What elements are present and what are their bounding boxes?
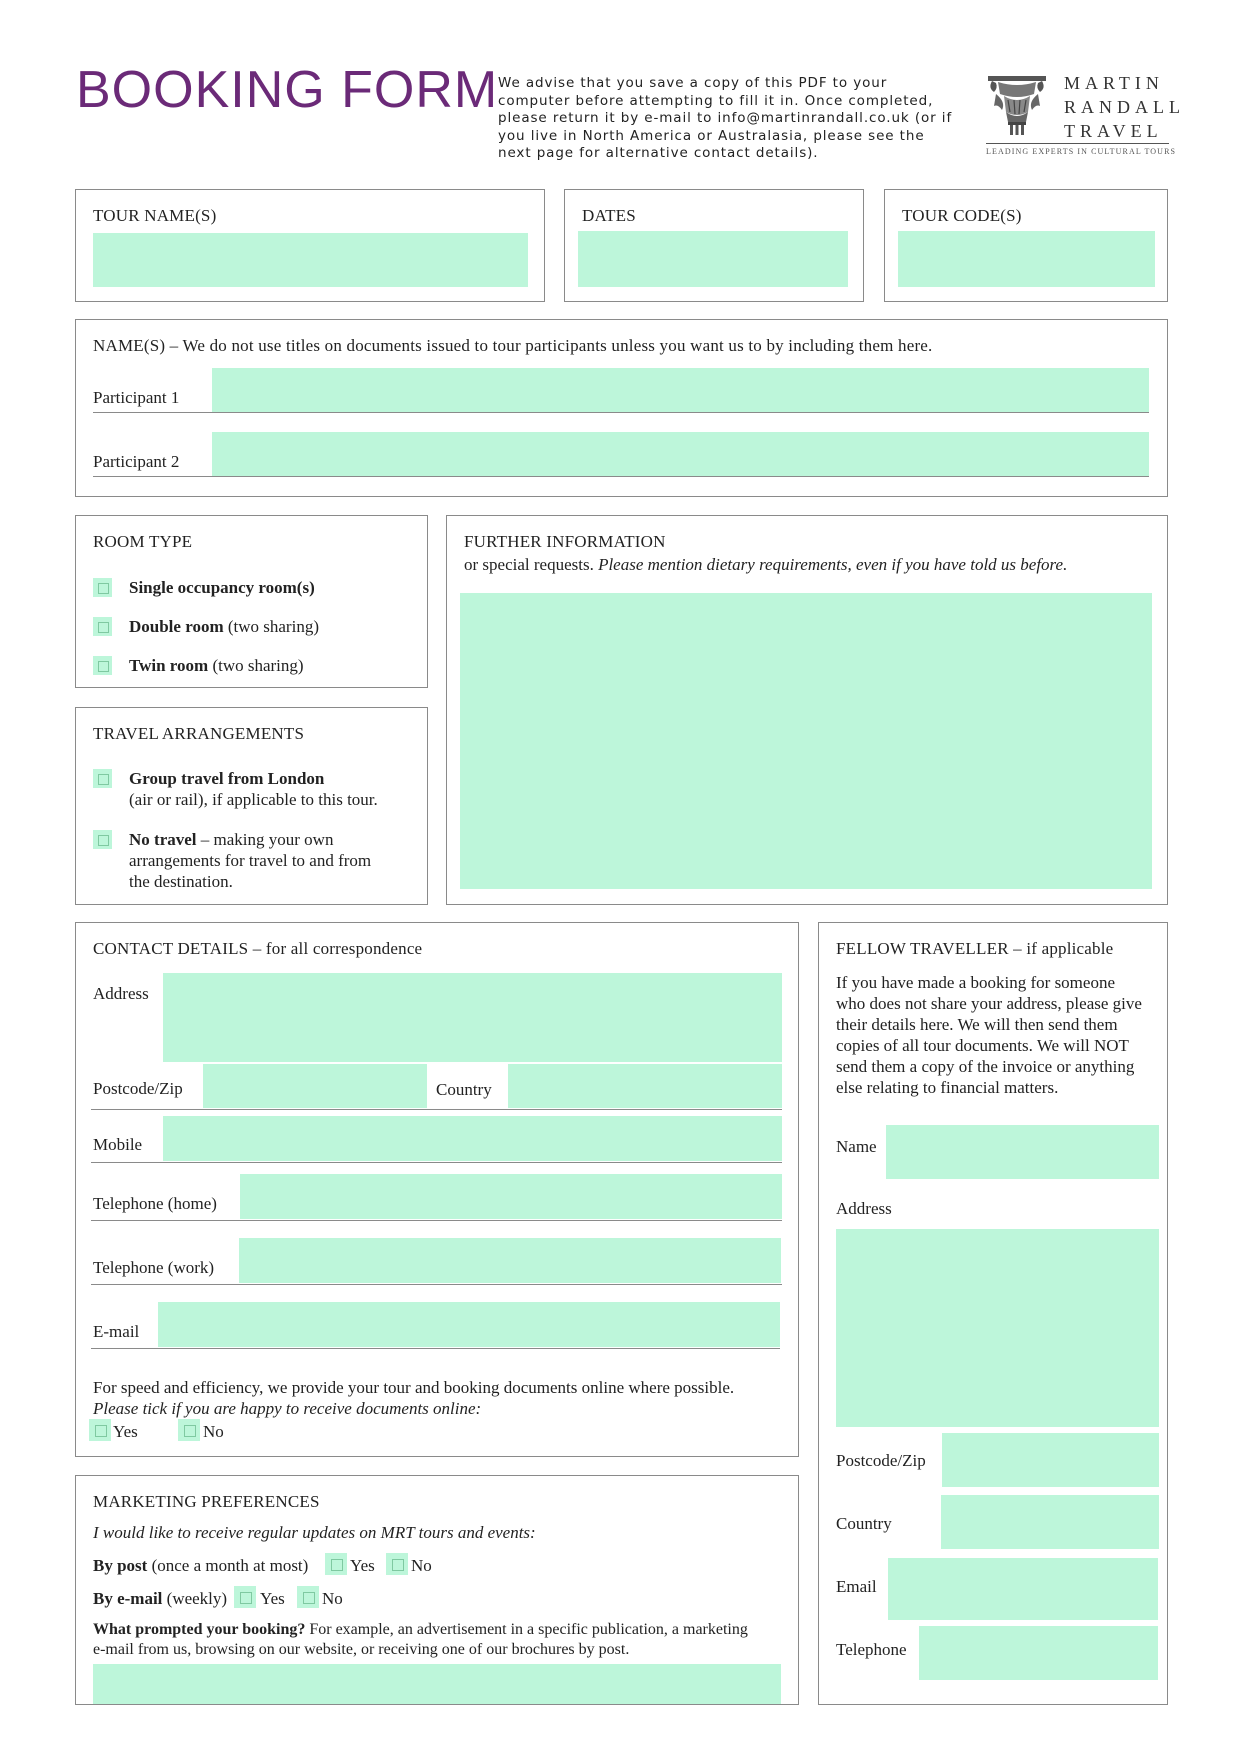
further-info-sub-italic: Please mention dietary requirements, even if you have told us before. bbox=[598, 555, 1068, 574]
contact-tel-work-underline bbox=[91, 1284, 782, 1285]
travel-none-checkbox[interactable] bbox=[93, 830, 112, 849]
contact-tel-home-underline bbox=[91, 1220, 782, 1221]
tour-code-box bbox=[884, 189, 1168, 302]
contact-online-note: For speed and efficiency, we provide your tour and booking documents online where possible. bbox=[93, 1378, 735, 1397]
tour-name-box bbox=[75, 189, 545, 302]
fellow-name-field[interactable] bbox=[886, 1125, 1159, 1179]
participant-1-label: Participant 1 bbox=[93, 388, 180, 407]
room-twin-rest: (two sharing) bbox=[208, 656, 304, 675]
participant-1-underline bbox=[93, 412, 1149, 413]
participant-2-label: Participant 2 bbox=[93, 452, 180, 471]
marketing-email-label bbox=[93, 1590, 227, 1607]
room-twin-checkbox[interactable] bbox=[93, 656, 112, 675]
contact-country-field[interactable] bbox=[508, 1064, 782, 1108]
further-info-sub bbox=[464, 556, 1067, 573]
room-single-bold: Single occupancy room(s) bbox=[129, 578, 315, 597]
further-info-heading: FURTHER INFORMATION bbox=[464, 532, 666, 551]
post-no-label: No bbox=[411, 1556, 432, 1575]
tour-name-field[interactable] bbox=[93, 233, 528, 287]
travel-none-line-3: the destination. bbox=[129, 872, 233, 891]
fellow-para-line-3: their details here. We will then send them bbox=[836, 1015, 1118, 1034]
contact-country-label: Country bbox=[436, 1080, 492, 1099]
fellow-postcode-field[interactable] bbox=[942, 1433, 1159, 1487]
marketing-prompt-line-2: e-mail from us, browsing on our website, or receiving one of our brochures by post. bbox=[93, 1641, 630, 1658]
post-yes-label: Yes bbox=[350, 1556, 375, 1575]
contact-postcode-label: Postcode/Zip bbox=[93, 1079, 183, 1098]
post-no-checkbox[interactable] bbox=[386, 1553, 408, 1575]
travel-group-bold: Group travel from London bbox=[129, 769, 325, 788]
fellow-email-label: Email bbox=[836, 1577, 877, 1596]
room-single-label bbox=[129, 579, 315, 596]
contact-mobile-field[interactable] bbox=[163, 1116, 782, 1161]
fellow-address-field[interactable] bbox=[836, 1229, 1159, 1427]
logo-line-1: MARTIN bbox=[1064, 73, 1164, 93]
fellow-address-label: Address bbox=[836, 1199, 892, 1218]
participant-1-field[interactable] bbox=[212, 368, 1149, 412]
tour-name-label: TOUR NAME(S) bbox=[93, 206, 217, 225]
room-double-checkbox[interactable] bbox=[93, 617, 112, 636]
contact-box bbox=[75, 922, 799, 1457]
marketing-email-rest: (weekly) bbox=[162, 1589, 228, 1608]
contact-heading-label: CONTACT DETAILS bbox=[93, 939, 249, 958]
marketing-prompt-line-1 bbox=[93, 1622, 748, 1638]
fellow-heading bbox=[836, 940, 1113, 957]
logo-line-2: RANDALL bbox=[1064, 97, 1185, 117]
contact-email-underline bbox=[91, 1348, 780, 1349]
further-info-field[interactable] bbox=[460, 593, 1152, 889]
dates-field[interactable] bbox=[578, 231, 848, 287]
travel-heading: TRAVEL ARRANGEMENTS bbox=[93, 724, 305, 743]
post-yes-checkbox[interactable] bbox=[325, 1553, 347, 1575]
contact-address-label: Address bbox=[93, 984, 149, 1003]
travel-group-line-2: (air or rail), if applicable to this tour. bbox=[129, 790, 378, 809]
further-info-sub-plain: or special requests. bbox=[464, 555, 599, 574]
marketing-post-bold: By post bbox=[93, 1556, 148, 1575]
marketing-box bbox=[75, 1475, 799, 1705]
logo-rule bbox=[986, 143, 1169, 144]
marketing-heading: MARKETING PREFERENCES bbox=[93, 1492, 320, 1511]
room-type-box bbox=[75, 515, 428, 688]
contact-online-prompt-text: Please tick if you are happy to receive documents online: bbox=[93, 1399, 482, 1418]
fellow-name-label: Name bbox=[836, 1137, 877, 1156]
email-no-label: No bbox=[322, 1589, 343, 1608]
contact-email-field[interactable] bbox=[158, 1302, 780, 1347]
marketing-prompt-rest-1: For example, an advertisement in a specific publication, a marketing bbox=[305, 1621, 748, 1638]
room-double-rest: (two sharing) bbox=[223, 617, 319, 636]
contact-tel-home-field[interactable] bbox=[240, 1174, 782, 1219]
marketing-prompt-field[interactable] bbox=[93, 1664, 781, 1704]
names-note: – We do not use titles on documents issued to tour participants unless you want us to by including them here. bbox=[165, 336, 933, 355]
intro-text: We advise that you save a copy of this PDF to your computer before attempting to fill it in. Once completed, please return it by e-mail to info@martinrandall.co.uk (or if you live in North America or Australasia, please see the next page for alternative contact details). bbox=[498, 75, 953, 161]
logo-line-3: TRAVEL bbox=[1064, 121, 1163, 141]
contact-heading-rest: – for all correspondence bbox=[248, 939, 423, 958]
travel-none-rest: – making your own bbox=[196, 830, 334, 849]
corinthian-capital-icon bbox=[986, 74, 1048, 136]
fellow-heading-label: FELLOW TRAVELLER bbox=[836, 939, 1009, 958]
contact-tel-work-field[interactable] bbox=[239, 1238, 781, 1283]
travel-none-bold: No travel bbox=[129, 830, 197, 849]
travel-none-line-1 bbox=[129, 831, 333, 848]
form-title: BOOKING FORM bbox=[76, 61, 499, 119]
contact-tel-work-label: Telephone (work) bbox=[93, 1258, 215, 1277]
marketing-intro-text: I would like to receive regular updates on MRT tours and events: bbox=[93, 1523, 536, 1542]
contact-postcode-field[interactable] bbox=[203, 1064, 427, 1108]
tour-code-label: TOUR CODE(S) bbox=[902, 206, 1022, 225]
further-info-box bbox=[446, 515, 1168, 905]
contact-online-prompt bbox=[93, 1400, 481, 1417]
room-double-label bbox=[129, 618, 319, 635]
names-box bbox=[75, 319, 1168, 497]
online-no-label: No bbox=[203, 1422, 224, 1441]
fellow-box bbox=[818, 922, 1168, 1705]
fellow-postcode-label: Postcode/Zip bbox=[836, 1451, 926, 1470]
marketing-intro bbox=[93, 1524, 536, 1541]
room-single-checkbox[interactable] bbox=[93, 578, 112, 597]
contact-heading bbox=[93, 940, 422, 957]
online-yes-label: Yes bbox=[113, 1422, 138, 1441]
dates-box bbox=[564, 189, 864, 302]
room-twin-bold: Twin room bbox=[129, 656, 209, 675]
contact-tel-home-label: Telephone (home) bbox=[93, 1194, 217, 1213]
room-twin-label bbox=[129, 657, 304, 674]
names-heading bbox=[93, 337, 933, 354]
fellow-para-line-6: else relating to financial matters. bbox=[836, 1078, 1059, 1097]
contact-email-label: E-mail bbox=[93, 1322, 140, 1341]
marketing-prompt-bold: What prompted your booking? bbox=[93, 1621, 306, 1638]
contact-postcode-underline bbox=[91, 1109, 782, 1110]
participant-2-underline bbox=[93, 476, 1149, 477]
travel-group-line-1 bbox=[129, 770, 324, 787]
participant-2-field[interactable] bbox=[212, 432, 1149, 476]
travel-box bbox=[75, 707, 428, 905]
fellow-telephone-label: Telephone bbox=[836, 1640, 907, 1659]
fellow-para-line-2: who does not share your address, please give bbox=[836, 994, 1142, 1013]
online-no-checkbox[interactable] bbox=[178, 1419, 200, 1441]
fellow-heading-rest: – if applicable bbox=[1008, 939, 1114, 958]
fellow-telephone-field[interactable] bbox=[919, 1626, 1158, 1680]
room-double-bold: Double room bbox=[129, 617, 224, 636]
dates-label: DATES bbox=[582, 206, 636, 225]
contact-address-field[interactable] bbox=[163, 973, 782, 1062]
logo-tagline: LEADING EXPERTS IN CULTURAL TOURS bbox=[986, 147, 1177, 156]
fellow-country-field[interactable] bbox=[941, 1495, 1159, 1549]
email-yes-label: Yes bbox=[260, 1589, 285, 1608]
fellow-para-line-5: send them a copy of the invoice or anything bbox=[836, 1057, 1135, 1076]
room-type-heading: ROOM TYPE bbox=[93, 532, 193, 551]
online-yes-checkbox[interactable] bbox=[89, 1419, 111, 1441]
travel-group-checkbox[interactable] bbox=[93, 769, 112, 788]
marketing-email-bold: By e-mail bbox=[93, 1589, 163, 1608]
fellow-para-line-1: If you have made a booking for someone bbox=[836, 973, 1115, 992]
fellow-email-field[interactable] bbox=[888, 1558, 1158, 1620]
fellow-para-line-4: copies of all tour documents. We will NOT bbox=[836, 1036, 1129, 1055]
email-yes-checkbox[interactable] bbox=[234, 1586, 256, 1608]
names-heading-label: NAME(S) bbox=[93, 336, 166, 355]
tour-code-field[interactable] bbox=[898, 231, 1155, 287]
email-no-checkbox[interactable] bbox=[297, 1586, 319, 1608]
contact-mobile-underline bbox=[91, 1162, 782, 1163]
fellow-country-label: Country bbox=[836, 1514, 892, 1533]
marketing-post-rest: (once a month at most) bbox=[147, 1556, 309, 1575]
contact-mobile-label: Mobile bbox=[93, 1135, 143, 1154]
marketing-post-label bbox=[93, 1557, 308, 1574]
travel-none-line-2: arrangements for travel to and from bbox=[129, 851, 372, 870]
